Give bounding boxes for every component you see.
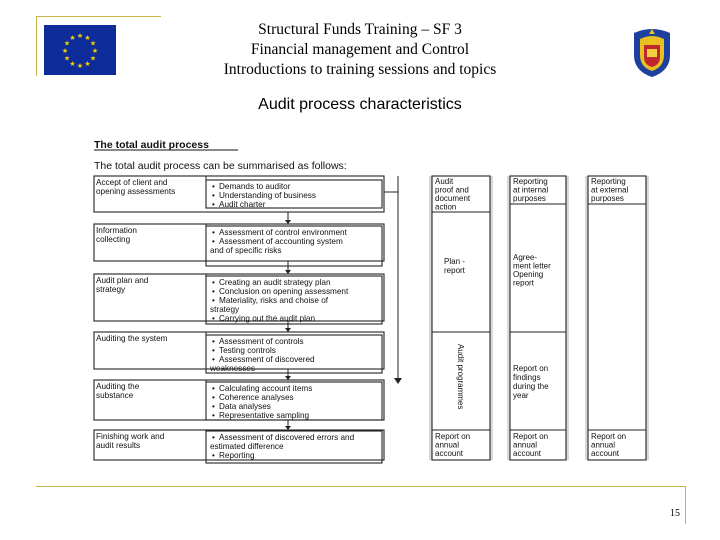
bullet-text: Assessment of accounting system xyxy=(219,237,343,246)
bullet-icon: • xyxy=(212,355,215,364)
eu-flag-logo xyxy=(44,25,116,75)
bullet-icon: • xyxy=(212,411,215,420)
page-number: 15 xyxy=(670,508,680,519)
bullet-icon: • xyxy=(212,346,215,355)
column-top-text: at internal xyxy=(513,185,549,195)
eu-star-icon: ★ xyxy=(63,55,71,63)
column-bottom-text: account xyxy=(591,449,620,458)
title-line-3: Introductions to training sessions and topics xyxy=(223,61,497,78)
bullet-icon: • xyxy=(212,393,215,402)
stage-1 xyxy=(94,176,384,224)
column-plan-text: report xyxy=(444,266,465,275)
column-box xyxy=(432,176,490,460)
bullet-text: and of specific risks xyxy=(210,246,282,255)
eu-star-icon: ★ xyxy=(84,60,91,68)
bullet-icon: • xyxy=(212,200,215,209)
title-line-2: Financial management and Control xyxy=(250,41,470,58)
bullet-text: Coherence analyses xyxy=(219,393,294,402)
arrow-down-icon xyxy=(285,328,291,332)
column-bottom-text: Report on xyxy=(435,432,471,441)
column-top-text: Audit xyxy=(435,177,454,186)
column-agree-text: report xyxy=(513,278,534,288)
bullet-icon: • xyxy=(212,384,215,393)
eu-star-icon: ★ xyxy=(91,48,99,55)
bullet-text: Representative sampling xyxy=(219,411,310,420)
column-1 xyxy=(429,176,493,460)
eu-star-icon: ★ xyxy=(63,40,71,48)
arrow-down-icon xyxy=(285,220,291,224)
stage-label: Accept of client and xyxy=(96,178,168,187)
bullet-icon: • xyxy=(212,191,215,200)
column-findings-text: findings xyxy=(513,373,541,382)
column-bottom-text: annual xyxy=(513,440,538,450)
column-box xyxy=(510,176,566,460)
bullet-icon: • xyxy=(212,237,215,246)
column-top-text: proof and xyxy=(435,185,469,195)
bullet-text: strategy xyxy=(210,305,240,314)
stage-label: opening assessments xyxy=(96,187,176,196)
bullet-text: Materiality, risks and choise of xyxy=(219,296,329,305)
bullet-text: Assessment of control environment xyxy=(219,228,347,237)
bullet-text: Conclusion on opening assessment xyxy=(219,287,349,296)
diagram-heading: The total audit process xyxy=(94,139,209,151)
arrow-down-icon xyxy=(285,426,291,430)
bullet-icon: • xyxy=(212,451,215,460)
stage-3 xyxy=(94,274,384,332)
bullet-text: Understanding of business xyxy=(219,191,316,200)
column-top-text: purposes xyxy=(591,194,624,203)
slide-subtitle: Audit process characteristics xyxy=(258,96,462,113)
bullet-icon: • xyxy=(212,182,215,191)
bullet-text: Creating an audit strategy plan xyxy=(219,278,331,287)
bullet-text: Data analyses xyxy=(219,402,271,411)
diagram-intro: The total audit process can be summarised as follows: xyxy=(94,160,347,172)
bullet-text: estimated difference xyxy=(210,442,284,451)
bullet-text: Testing controls xyxy=(219,346,276,355)
stage-label: audit results xyxy=(96,441,141,450)
eu-star-icon: ★ xyxy=(61,48,69,55)
romanian-coat-of-arms-logo xyxy=(630,25,674,79)
eu-star-icon: ★ xyxy=(69,35,76,43)
eu-star-icon: ★ xyxy=(89,55,97,63)
column-agree-text: Agree- xyxy=(513,253,538,262)
bullet-text: Audit charter xyxy=(219,200,266,209)
bullet-icon: • xyxy=(212,287,215,296)
eu-star-icon: ★ xyxy=(89,40,97,48)
stages-group xyxy=(94,176,402,463)
bullet-icon: • xyxy=(212,402,215,411)
stage-6 xyxy=(94,430,384,463)
column-findings-text: year xyxy=(513,391,529,400)
stage-2 xyxy=(94,224,384,274)
column-bottom-text: account xyxy=(513,449,542,458)
column-top-text: at external xyxy=(591,185,629,195)
column-top-text: document xyxy=(435,194,471,203)
stage-label: strategy xyxy=(96,285,126,294)
arrow-down-icon xyxy=(285,376,291,380)
column-3 xyxy=(585,176,649,460)
footer-rule-vertical xyxy=(685,486,686,524)
column-2 xyxy=(507,176,569,460)
bullet-text: Carrying out the audit plan xyxy=(219,314,316,323)
bullet-icon: • xyxy=(212,337,215,346)
stage-4 xyxy=(94,332,384,380)
bullet-text: weaknesses xyxy=(210,364,256,373)
bullet-text: Reporting xyxy=(219,451,255,460)
stage-label: Auditing the system xyxy=(96,334,168,343)
columns-group xyxy=(429,176,649,460)
stage-label: collecting xyxy=(96,235,131,244)
footer-rule xyxy=(36,486,686,487)
bullet-icon: • xyxy=(212,314,215,323)
column-bottom-text: annual xyxy=(591,440,616,450)
column-agree-text: ment letter xyxy=(513,261,551,271)
column-bottom-text: account xyxy=(435,449,464,458)
column-vertical-text: Audit programmes xyxy=(456,344,465,410)
bullet-icon: • xyxy=(212,278,215,287)
column-findings-text: Report on xyxy=(513,364,549,373)
column-top-text: Reporting xyxy=(513,177,548,186)
eu-star-icon: ★ xyxy=(69,60,76,68)
stage-label: Information xyxy=(96,226,137,235)
arrow-down-icon xyxy=(394,378,402,384)
column-box xyxy=(588,176,646,460)
column-top-text: purposes xyxy=(513,194,546,203)
bullet-text: Assessment of discovered xyxy=(219,355,315,364)
header-rule-horizontal xyxy=(36,16,161,17)
column-plan-text: Plan - xyxy=(444,257,465,266)
column-agree-text: Opening xyxy=(513,270,544,279)
eu-star-icon: ★ xyxy=(84,35,91,43)
column-findings-text: during the xyxy=(513,382,549,391)
eu-star-icon: ★ xyxy=(76,63,84,70)
column-bottom-text: annual xyxy=(435,440,460,450)
bullet-icon: • xyxy=(212,296,215,305)
stage-5 xyxy=(94,380,384,430)
bullet-text: Assessment of discovered errors and xyxy=(219,433,355,442)
arrow-down-icon xyxy=(285,270,291,274)
eu-star-icon: ★ xyxy=(76,33,84,40)
header-rule-vertical xyxy=(36,16,37,76)
title-line-1: Structural Funds Training – SF 3 xyxy=(258,21,462,38)
bullet-icon: • xyxy=(212,433,215,442)
stage-label: Finishing work and xyxy=(96,432,165,441)
bullet-icon: • xyxy=(212,228,215,237)
stage-label: Auditing the xyxy=(96,382,140,391)
stage-label: Audit plan and xyxy=(96,276,149,285)
audit-process-diagram xyxy=(88,132,666,466)
column-top-text: Reporting xyxy=(591,177,626,186)
column-top-text: action xyxy=(435,202,457,212)
column-bottom-text: Report on xyxy=(591,432,627,441)
column-bottom-text: Report on xyxy=(513,432,549,441)
bullet-text: Assessment of controls xyxy=(219,337,304,346)
stage-label: substance xyxy=(96,391,134,400)
bullet-text: Calculating account items xyxy=(219,384,313,393)
bullet-text: Demands to auditor xyxy=(219,182,291,191)
